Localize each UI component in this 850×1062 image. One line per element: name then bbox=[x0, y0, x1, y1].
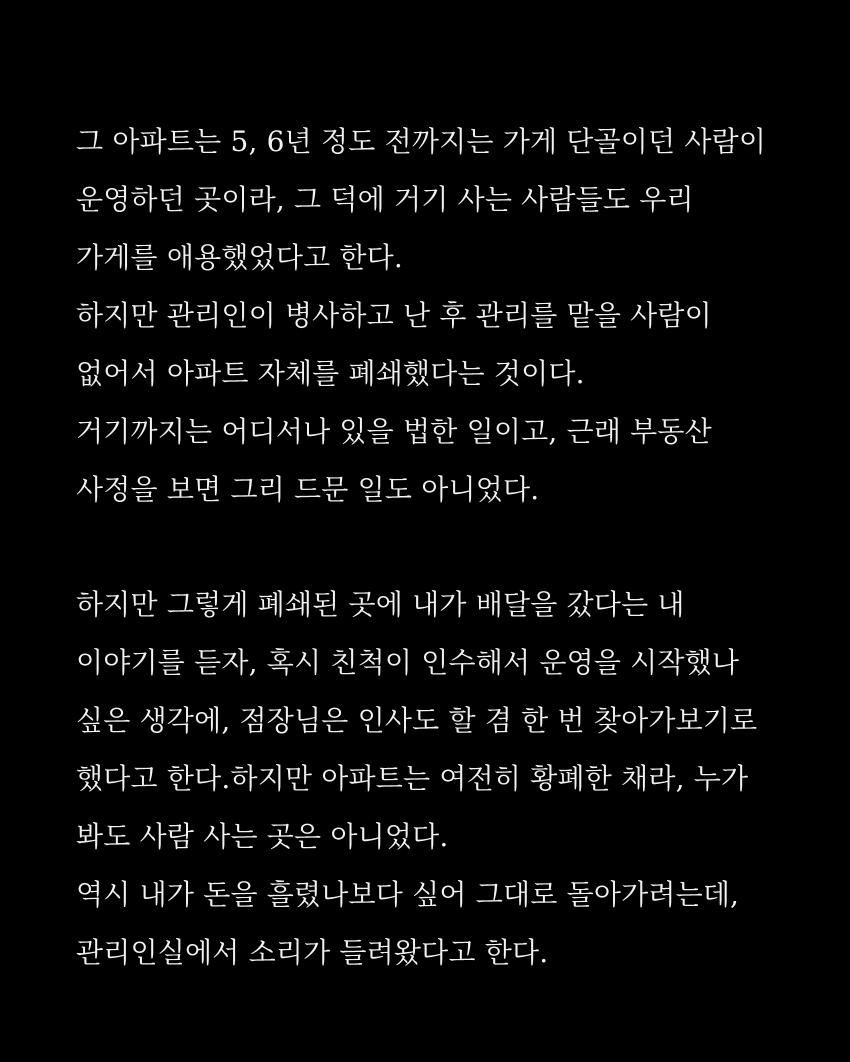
paragraph-1 bbox=[76, 113, 776, 519]
text-line: 관리인실에서 소리가 들려왔다고 한다. bbox=[76, 936, 549, 969]
text-line: 이야기를 듣자, 혹시 친척이 인수해서 운영을 시작했나 bbox=[76, 646, 740, 679]
text-line: 역시 내가 돈을 흘렸나보다 싶어 그대로 돌아가려는데, bbox=[76, 878, 740, 911]
text-line: 그 아파트는 5, 6년 정도 전까지는 가게 단골이던 사람이 bbox=[76, 125, 767, 158]
text-line: 없어서 아파트 자체를 폐쇄했다는 것이다. bbox=[76, 357, 585, 390]
text-line: 하지만 관리인이 병사하고 난 후 관리를 맡을 사람이 bbox=[76, 299, 712, 332]
text-line: 운영하던 곳이라, 그 덕에 거기 사는 사람들도 우리 bbox=[76, 183, 694, 216]
text-line: 거기까지는 어디서나 있을 법한 일이고, 근래 부동산 bbox=[76, 415, 712, 448]
text-line: 했다고 한다.하지만 아파트는 여전히 황폐한 채라, 누가 bbox=[76, 762, 749, 795]
text-line: 사정을 보면 그리 드문 일도 아니었다. bbox=[76, 473, 540, 506]
text-line: 가게를 애용했었다고 한다. bbox=[76, 241, 404, 274]
paragraph-2 bbox=[76, 576, 776, 982]
text-line: 하지만 그렇게 폐쇄된 곳에 내가 배달을 갔다는 내 bbox=[76, 588, 685, 621]
text-line: 싶은 생각에, 점장님은 인사도 할 겸 한 번 찾아가보기로 bbox=[76, 704, 758, 737]
text-line: 봐도 사람 사는 곳은 아니었다. bbox=[76, 820, 449, 853]
